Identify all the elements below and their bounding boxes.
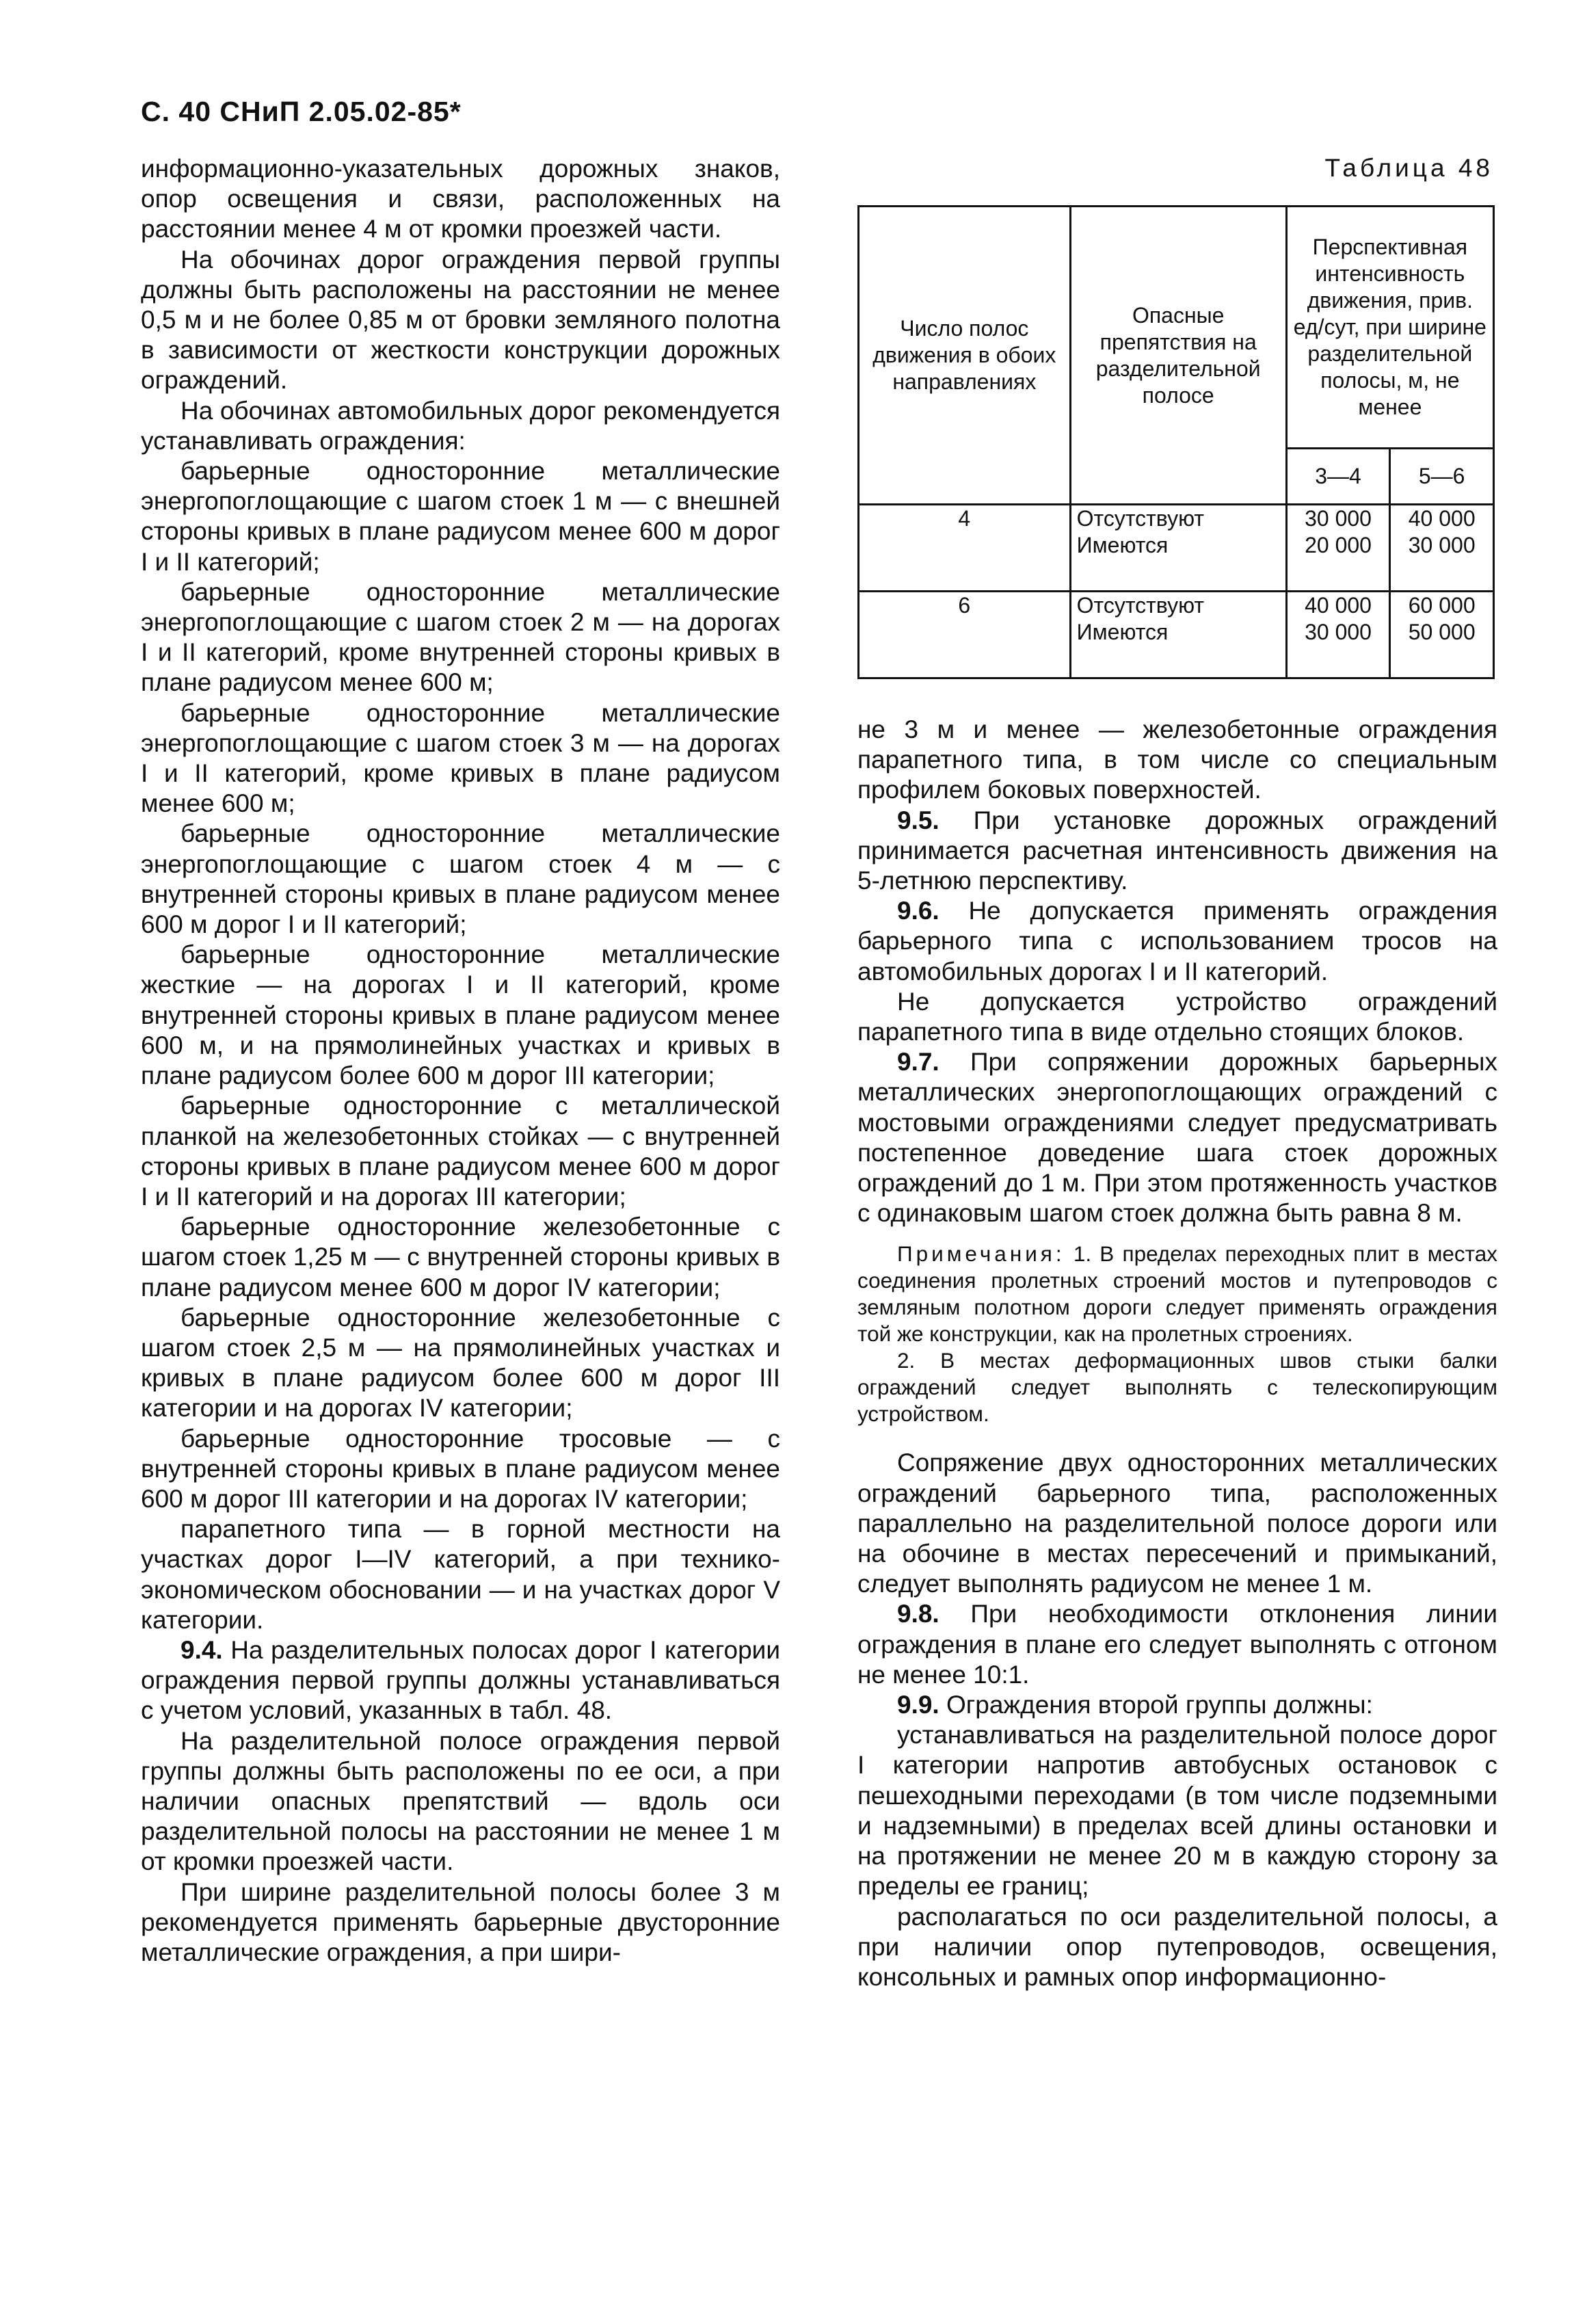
list-item: барьерные односторонние металлические энергопоглощающие с шагом стоек 4 м — с внутренней стороны кривых в плане радиусом менее 600 м дорог I и II категорий;: [141, 819, 780, 939]
cell-line: 40 000: [1305, 593, 1372, 618]
table-header-lanes: Число полос движения в обоих направлениях: [859, 207, 1071, 505]
cell-line: 20 000: [1305, 533, 1372, 557]
paragraph: При ширине разделительной полосы более 3 м рекомендуется применять барьерные двусторонние металлические ограждения, а при шири-: [141, 1877, 780, 1966]
cell-line: 50 000: [1408, 620, 1476, 644]
cell-line: 60 000: [1408, 593, 1476, 618]
left-column: [141, 154, 780, 1968]
cell-line: 30 000: [1408, 533, 1476, 557]
table-cell-obstacles: [1070, 505, 1286, 592]
list-item: барьерные односторонние металлические энергопоглощающие с шагом стоек 2 м — на дорогах I и II категорий, кроме внутренней стороны кривых в плане радиусом менее 600 м;: [141, 577, 780, 697]
clause-number: 9.8.: [897, 1600, 939, 1628]
clause-text: Не допускается применять ограждения барьерного типа с использованием тросов на автомобильных дорогах I и II категорий.: [857, 897, 1497, 986]
page-header: С. 40 СНиП 2.05.02-85*: [141, 96, 462, 127]
table-header-obstacles: Опасные препятствия на разделительной полосе: [1070, 207, 1286, 505]
clause-number: 9.6.: [897, 897, 939, 925]
table-row: [859, 592, 1494, 678]
cell-line: Отсутствуют: [1076, 593, 1205, 618]
list-item: барьерные односторонние железобетонные с шагом стоек 1,25 м — с внутренней стороны кривых в плане радиусом менее 600 м дорог IV категории;: [141, 1213, 780, 1302]
table-48: [857, 205, 1495, 679]
clause-text: Ограждения второй группы должны:: [939, 1691, 1373, 1719]
clause-text: При сопряжении дорожных барьерных металлических энергопоглощающих ограждений с мостовыми ограждениями следует предусматривать постепенное доведение шага стоек дорожных ограждений до 1 м. При этом протяженность участков с одинаковым шагом стоек должна быть равна 8 м.: [857, 1048, 1497, 1228]
paragraph: На обочинах автомобильных дорог рекомендуется устанавливать ограждения:: [141, 396, 780, 455]
clause-9-8: [857, 1599, 1497, 1690]
paragraph: информационно-указательных дорожных знаков, опор освещения и связи, расположенных на расстоянии менее 4 м от кромки проезжей части.: [141, 155, 780, 243]
clause-text: При установке дорожных ограждений принимается расчетная интенсивность движения на 5-летнюю перспективу.: [857, 806, 1497, 895]
notes: [857, 1241, 1497, 1427]
list-item: барьерные односторонние с металлической планкой на железобетонных стойках — с внутренней стороны кривых в плане радиусом менее 600 м дорог I и II категорий и на дорогах III категории;: [141, 1092, 780, 1211]
right-column: [857, 715, 1497, 1992]
table-cell-lanes: 6: [859, 592, 1071, 678]
table-cell-obstacles: [1070, 592, 1286, 678]
table-cell-lanes: 4: [859, 505, 1071, 592]
note-2: 2. В местах деформационных швов стыки балки ограждений следует выполнять с телескопирующим устройством.: [857, 1348, 1497, 1427]
cell-line: Имеются: [1076, 620, 1169, 644]
clause-9-7: [857, 1047, 1497, 1228]
clause-text: При необходимости отклонения линии ограждения в плане его следует выполнять с отгоном не менее 10:1.: [857, 1600, 1497, 1689]
list-item: барьерные односторонние металлические энергопоглощающие с шагом стоек 1 м — с внешней стороны кривых в плане радиусом менее 600 м дорог I и II категорий;: [141, 457, 780, 576]
list-item: барьерные односторонние железобетонные с шагом стоек 2,5 м — на прямолинейных участках и кривых в плане радиусом более 600 м дорог III категории и на дорогах IV категории;: [141, 1303, 780, 1423]
clause-9-6: [857, 896, 1497, 987]
paragraph: На обочинах дорог ограждения первой группы должны быть расположены на расстоянии не менее 0,5 м и не более 0,85 м от бровки земляного полотна в зависимости от жесткости конструкции дорожных ограждений.: [141, 245, 780, 395]
clause-number: 9.9.: [897, 1691, 939, 1719]
cell-line: Имеются: [1076, 533, 1169, 557]
clause-number: 9.4.: [181, 1635, 223, 1664]
table-row: [859, 505, 1494, 592]
cell-line: Отсутствуют: [1076, 506, 1205, 531]
clause-9-9: [857, 1690, 1497, 1720]
note-1: [857, 1241, 1497, 1347]
clause-number: 9.5.: [897, 806, 939, 834]
table-cell-value: [1390, 505, 1494, 592]
list-item: устанавливаться на разделительной полосе дорог I категории напротив автобусных остановок с пешеходными переходами (в том числе подземными и надземными) в пределах всей длины остановки и на протяжении не менее 20 м в каждую сторону за пределы ее границ;: [857, 1721, 1497, 1901]
table-subheader-width-5-6: 5—6: [1390, 449, 1494, 505]
list-item: располагаться по оси разделительной полосы, а при наличии опор путепроводов, освещения, консольных и рамных опор информационно-: [857, 1902, 1497, 1991]
list-item: барьерные односторонние металлические жесткие — на дорогах I и II категорий, кроме внутренней стороны кривых в плане радиусом менее 600 м, и на прямолинейных участках и кривых в плане радиусом более 600 м дорог III категории;: [141, 940, 780, 1090]
clause-9-4: [141, 1635, 780, 1726]
table-caption: Таблица 48: [1324, 154, 1493, 182]
cell-line: 30 000: [1305, 506, 1372, 531]
paragraph: Сопряжение двух односторонних металлических ограждений барьерного типа, расположенных параллельно на разделительной полосе дороги или на обочине в местах пересечений и примыканий, следует выполнять радиусом не менее 1 м.: [857, 1449, 1497, 1598]
table-cell-value: [1286, 592, 1390, 678]
list-item: барьерные односторонние металлические энергопоглощающие с шагом стоек 3 м — на дорогах I и II категорий, кроме кривых в плане радиусом менее 600 м;: [141, 698, 780, 818]
table-cell-value: [1286, 505, 1390, 592]
list-item: барьерные односторонние тросовые — с внутренней стороны кривых в плане радиусом менее 600 м дорог III категории и на дорогах IV категории;: [141, 1424, 780, 1513]
paragraph: не 3 м и менее — железобетонные ограждения парапетного типа, в том числе со специальным профилем боковых поверхностей.: [857, 715, 1497, 804]
clause-number: 9.7.: [897, 1048, 939, 1077]
paragraph: На разделительной полосе ограждения первой группы должны быть расположены по ее оси, а при наличии опасных препятствий — вдоль оси разделительной полосы на расстоянии не менее 1 м от кромки проезжей части.: [141, 1726, 780, 1876]
clause-9-5: [857, 806, 1497, 897]
cell-line: 40 000: [1408, 506, 1476, 531]
list-item: парапетного типа — в горной местности на участках дорог I—IV категорий, а при технико-экономическом обосновании — и на участках дорог V категории.: [141, 1515, 780, 1634]
table-cell-value: [1390, 592, 1494, 678]
paragraph: Не допускается устройство ограждений парапетного типа в виде отдельно стоящих блоков.: [857, 987, 1497, 1046]
clause-text: На разделительных полосах дорог I категории ограждения первой группы должны устанавливаться с учетом условий, указанных в табл. 48.: [141, 1635, 780, 1725]
cell-line: 30 000: [1305, 620, 1372, 644]
notes-label: Примечания:: [897, 1241, 1065, 1267]
table-subheader-width-3-4: 3—4: [1286, 449, 1390, 505]
note-text: 1. В пределах переходных плит в местах соединения пролетных строений мостов и путепроводов с земляным полотном дороги следует применять ограждения той же конструкции, как на пролетных строениях.: [857, 1241, 1497, 1347]
table-header-intensity: Перспективная интенсивность движения, прив. ед/сут, при ширине разделительной полосы, м, не менее: [1286, 207, 1493, 449]
